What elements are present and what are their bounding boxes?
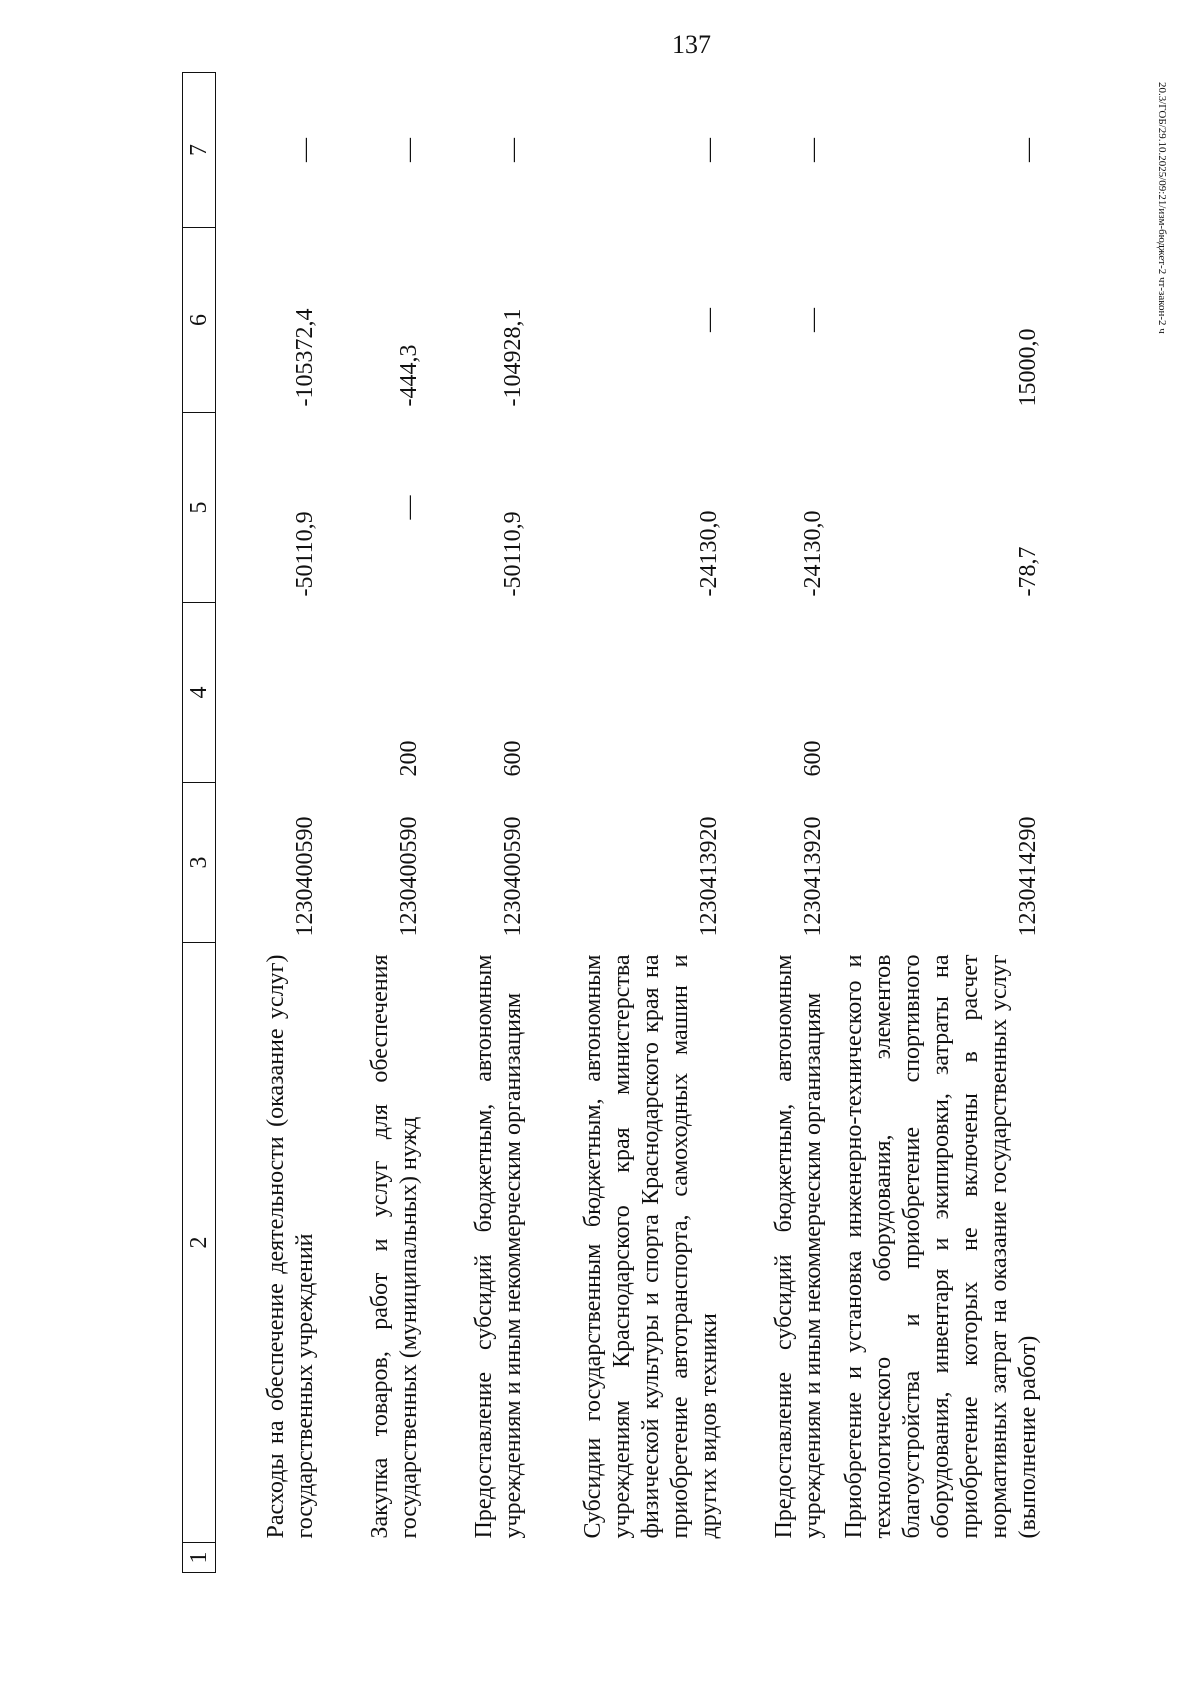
row-col6: 15000,0: [1014, 328, 1041, 407]
row-col6: —: [799, 308, 826, 332]
col-header-1: 1: [183, 1543, 216, 1573]
row-col7: —: [499, 138, 526, 162]
row-kind: 200: [395, 740, 422, 777]
row-name: Приобретение и установка инженерно-технического и технологического оборудования, элементов благоустройства и приобретение спортивного оборудования, инвентаря и экипировки, затраты на приобретение которых не включены в расчет нормативных затрат на оказание государственных услуг (выполнение работ): [840, 954, 1041, 1539]
row-kind: [828, 603, 1043, 783]
col-header-7: 7: [183, 73, 216, 228]
row-name: Предоставление субсидий бюджетным, автономным учреждениям и иным некоммерческим организациям: [770, 954, 826, 1539]
row-index-cell: [424, 1543, 528, 1573]
table-row: [528, 73, 724, 1573]
row-col5: -78,7: [1014, 546, 1041, 597]
row-index-cell: [724, 1543, 828, 1573]
row-kind: 600: [499, 740, 526, 777]
col-header-6: 6: [183, 228, 216, 413]
row-kind: [216, 603, 320, 783]
budget-table: [182, 72, 1043, 1573]
row-kind: 600: [799, 740, 826, 777]
row-col6: -444,3: [395, 344, 422, 407]
row-col5: -50110,9: [499, 511, 526, 597]
row-name: Предоставление субсидий бюджетным, автономным учреждениям и иным некоммерческим организациям: [470, 954, 526, 1539]
table-row: [828, 73, 1043, 1573]
row-code: 1230413920: [695, 816, 722, 937]
row-col5: -24130,0: [799, 510, 826, 597]
col-header-4: 4: [183, 603, 216, 783]
rotated-table-wrapper: [182, 73, 1102, 1573]
row-col7: —: [291, 138, 318, 162]
col-header-2: 2: [183, 943, 216, 1543]
row-index-cell: [828, 1543, 1043, 1573]
row-name: Расходы на обеспечение деятельности (оказание услуг) государственных учреждений: [262, 954, 318, 1539]
table-row: [216, 73, 320, 1573]
page-number: 137: [672, 30, 711, 59]
row-col7: —: [799, 138, 826, 162]
row-index-cell: [528, 1543, 724, 1573]
row-col7: —: [395, 138, 422, 162]
table-row: [424, 73, 528, 1573]
row-code: 1230414290: [1014, 816, 1041, 937]
row-index-cell: [216, 1543, 320, 1573]
row-col7: —: [1014, 138, 1041, 162]
table-header-row: [183, 73, 216, 1573]
row-code: 1230413920: [799, 816, 826, 937]
table-row: [724, 73, 828, 1573]
footer-code: 20.3/ГОБ/29.10.2025/09:21/изм-бюджет-2 чт-закон-2 ч: [1156, 82, 1168, 334]
table-row: [320, 73, 424, 1573]
row-col6: —: [695, 308, 722, 332]
row-col6: -105372,4: [291, 308, 318, 407]
row-col5: -50110,9: [291, 511, 318, 597]
row-index-cell: [320, 1543, 424, 1573]
row-name: Закупка товаров, работ и услуг для обеспечения государственных (муниципальных) нужд: [366, 954, 422, 1539]
row-col5: -24130,0: [695, 510, 722, 597]
row-code: 1230400590: [499, 816, 526, 937]
row-col5: —: [395, 495, 422, 520]
row-name: Субсидии государственным бюджетным, автономным учреждениям Краснодарского края министерства физической культуры и спорта Краснодарского края на приобретение автотранспорта, самоходных машин и других видов техники: [579, 954, 722, 1539]
row-col6: -104928,1: [499, 308, 526, 407]
col-header-3: 3: [183, 783, 216, 943]
row-code: 1230400590: [291, 816, 318, 937]
col-header-5: 5: [183, 413, 216, 603]
row-col7: —: [695, 138, 722, 162]
row-code: 1230400590: [395, 816, 422, 937]
row-kind: [528, 603, 724, 783]
